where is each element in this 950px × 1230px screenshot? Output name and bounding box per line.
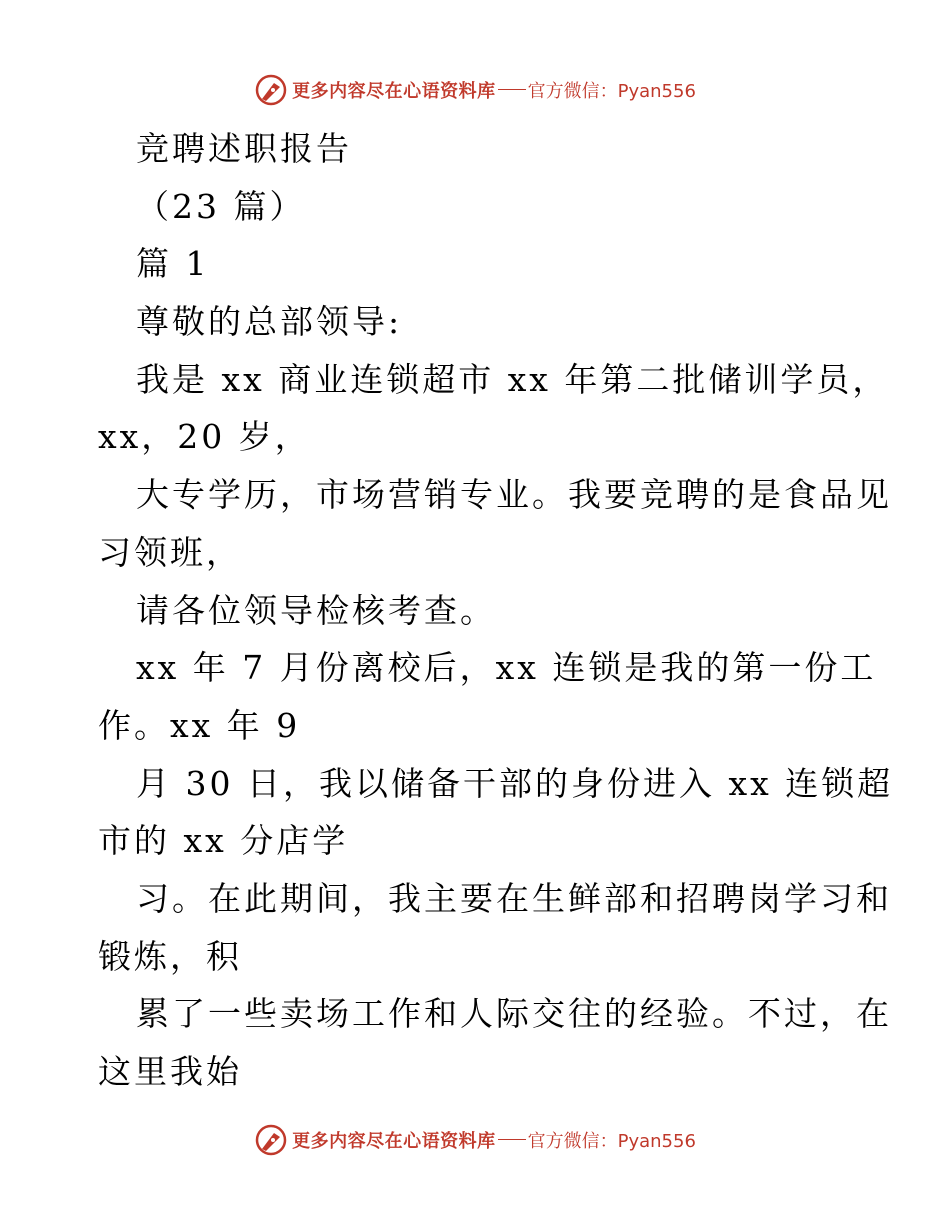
paragraph-line: 习领班，: [98, 532, 242, 572]
banner-wechat-text: 官方微信：Pyan556: [527, 1131, 696, 1152]
section-heading: 篇 1: [136, 244, 210, 284]
paragraph-line: 市的 xx 分店学: [98, 821, 349, 861]
document-subtitle: （23 篇）: [136, 186, 306, 226]
banner-dash: [498, 1139, 526, 1140]
document-title: 竞聘述职报告: [136, 129, 352, 168]
paragraph-line: 累了一些卖场工作和人际交往的经验。不过，在: [136, 994, 892, 1034]
salutation: 尊敬的总部领导:: [136, 302, 403, 342]
banner-wechat-text: 官方微信：Pyan556: [527, 81, 696, 102]
paragraph-line: xx，20 岁，: [98, 417, 311, 457]
pen-nib-logo-icon: [254, 73, 288, 107]
paragraph-line: xx 年 7 月份离校后，xx 连锁是我的第一份工: [136, 648, 877, 688]
paragraph-line: 大专学历，市场营销专业。我要竞聘的是食品见: [136, 475, 892, 515]
footer-banner: [0, 1120, 950, 1160]
document-body: [98, 120, 894, 1101]
banner-dash: [498, 89, 526, 90]
banner-brand-text: 更多内容尽在心语资料库: [292, 81, 496, 102]
header-banner: [0, 70, 950, 110]
pen-nib-logo-icon: [254, 1123, 288, 1157]
paragraph-line: 我是 xx 商业连锁超市 xx 年第二批储训学员，: [136, 359, 889, 399]
paragraph-line: 作。xx 年 9: [98, 705, 301, 745]
paragraph-line: 这里我始: [98, 1052, 242, 1091]
paragraph-line: 锻炼，积: [98, 936, 242, 976]
paragraph-line: 请各位领导检核考查。: [136, 590, 496, 630]
banner-brand-text: 更多内容尽在心语资料库: [292, 1131, 496, 1152]
paragraph-line: 月 30 日，我以储备干部的身份进入 xx 连锁超: [136, 763, 894, 803]
paragraph-line: 习。在此期间，我主要在生鲜部和招聘岗学习和: [136, 878, 892, 918]
